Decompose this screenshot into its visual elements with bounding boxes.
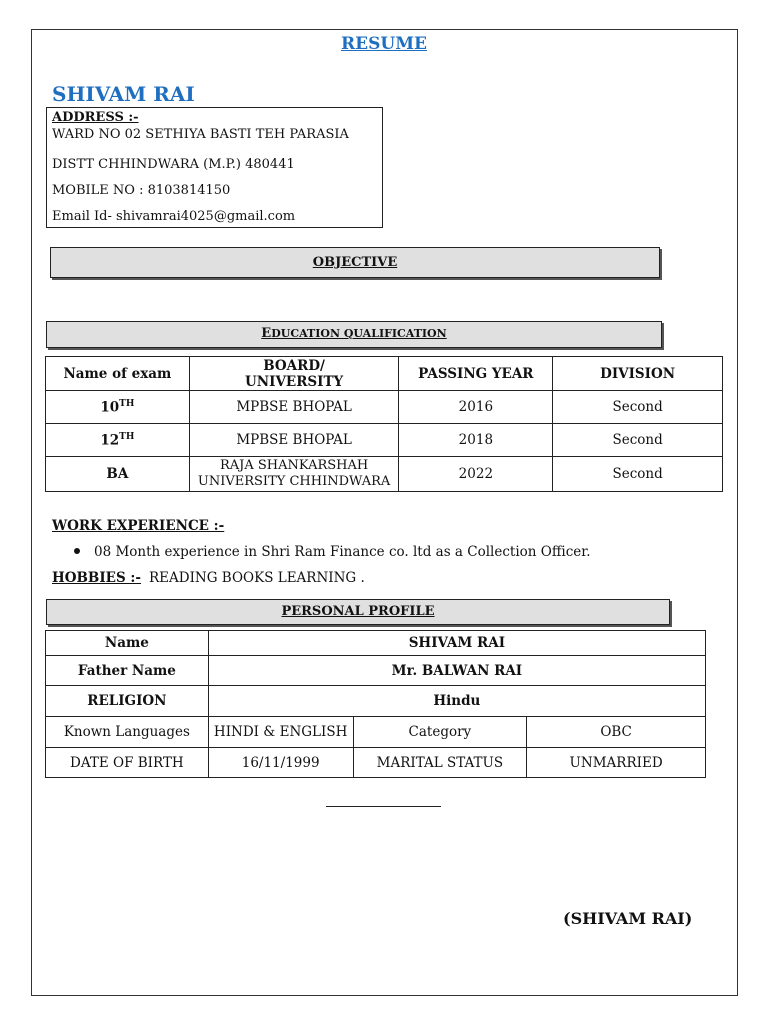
table-row bbox=[46, 748, 706, 778]
resume-title: RESUME bbox=[341, 34, 427, 54]
education-heading bbox=[46, 321, 662, 348]
category-value: OBC bbox=[527, 717, 706, 748]
email-address: Email Id- shivamrai4025@gmail.com bbox=[52, 209, 296, 224]
division-cell: Second bbox=[553, 457, 723, 492]
name-value: SHIVAM RAI bbox=[208, 631, 705, 656]
marital-status-label: MARITAL STATUS bbox=[353, 748, 527, 778]
address-box bbox=[46, 107, 383, 228]
work-experience-item bbox=[74, 544, 591, 560]
exam-value: BA bbox=[106, 466, 129, 482]
table-row bbox=[46, 631, 706, 656]
marital-status-value: UNMARRIED bbox=[527, 748, 706, 778]
languages-value: HINDI & ENGLISH bbox=[208, 717, 353, 748]
mobile-number: MOBILE NO : 8103814150 bbox=[52, 183, 231, 198]
board-line2: UNIVERSITY CHHINDWARA bbox=[197, 474, 391, 489]
exam-sup: TH bbox=[119, 398, 135, 409]
board-cell: MPBSE BHOPAL bbox=[189, 391, 399, 424]
work-experience-text: 08 Month experience in Shri Ram Finance co. ltd as a Collection Officer. bbox=[94, 544, 591, 560]
father-name-value: Mr. BALWAN RAI bbox=[208, 656, 705, 686]
religion-label: RELIGION bbox=[46, 686, 209, 717]
address-line-1: WARD NO 02 SETHIYA BASTI TEH PARASIA bbox=[52, 127, 349, 142]
category-label: Category bbox=[353, 717, 527, 748]
header-exam: Name of exam bbox=[46, 357, 190, 391]
hobbies-line bbox=[52, 570, 365, 586]
table-row bbox=[46, 656, 706, 686]
address-label: ADDRESS :- bbox=[52, 110, 139, 125]
division-cell: Second bbox=[553, 424, 723, 457]
education-header-row bbox=[46, 357, 723, 391]
exam-cell bbox=[46, 424, 190, 457]
year-cell: 2022 bbox=[399, 457, 553, 492]
work-experience-heading: WORK EXPERIENCE :- bbox=[52, 518, 225, 534]
table-row bbox=[46, 391, 723, 424]
signature-name: (SHIVAM RAI) bbox=[563, 909, 693, 928]
year-cell: 2016 bbox=[399, 391, 553, 424]
address-line-2: DISTT CHHINDWARA (M.P.) 480441 bbox=[52, 157, 295, 172]
languages-label: Known Languages bbox=[46, 717, 209, 748]
exam-cell bbox=[46, 457, 190, 492]
father-name-label: Father Name bbox=[46, 656, 209, 686]
table-row bbox=[46, 424, 723, 457]
exam-cell bbox=[46, 391, 190, 424]
header-division: DIVISION bbox=[553, 357, 723, 391]
board-cell: MPBSE BHOPAL bbox=[189, 424, 399, 457]
board-line1: RAJA SHANKARSHAH bbox=[219, 458, 369, 473]
header-board-line2: UNIVERSITY bbox=[245, 373, 344, 390]
signature-line bbox=[326, 806, 441, 807]
personal-profile-heading: PERSONAL PROFILE bbox=[46, 599, 670, 625]
exam-sup: TH bbox=[119, 431, 135, 442]
name-heading: SHIVAM RAI bbox=[52, 82, 195, 106]
dob-value: 16/11/1999 bbox=[208, 748, 353, 778]
education-heading-initial: E bbox=[261, 326, 272, 341]
table-row bbox=[46, 686, 706, 717]
division-cell: Second bbox=[553, 391, 723, 424]
personal-profile-table bbox=[45, 630, 706, 778]
hobbies-label: HOBBIES :- bbox=[52, 570, 141, 586]
religion-value: Hindu bbox=[208, 686, 705, 717]
name-label: Name bbox=[46, 631, 209, 656]
education-table bbox=[45, 356, 723, 492]
dob-label: DATE OF BIRTH bbox=[46, 748, 209, 778]
board-cell bbox=[189, 457, 399, 492]
table-row bbox=[46, 457, 723, 492]
header-year: PASSING YEAR bbox=[399, 357, 553, 391]
year-cell: 2018 bbox=[399, 424, 553, 457]
objective-heading: OBJECTIVE bbox=[50, 247, 660, 278]
header-board bbox=[189, 357, 399, 391]
exam-value: 10 bbox=[100, 399, 120, 416]
hobbies-value: READING BOOKS LEARNING . bbox=[148, 570, 365, 586]
exam-value: 12 bbox=[100, 432, 120, 449]
education-heading-rest: DUCATION QUALIFICATION bbox=[271, 327, 447, 340]
bullet-icon bbox=[74, 548, 80, 554]
table-row bbox=[46, 717, 706, 748]
header-board-line1: BOARD/ bbox=[263, 357, 325, 374]
